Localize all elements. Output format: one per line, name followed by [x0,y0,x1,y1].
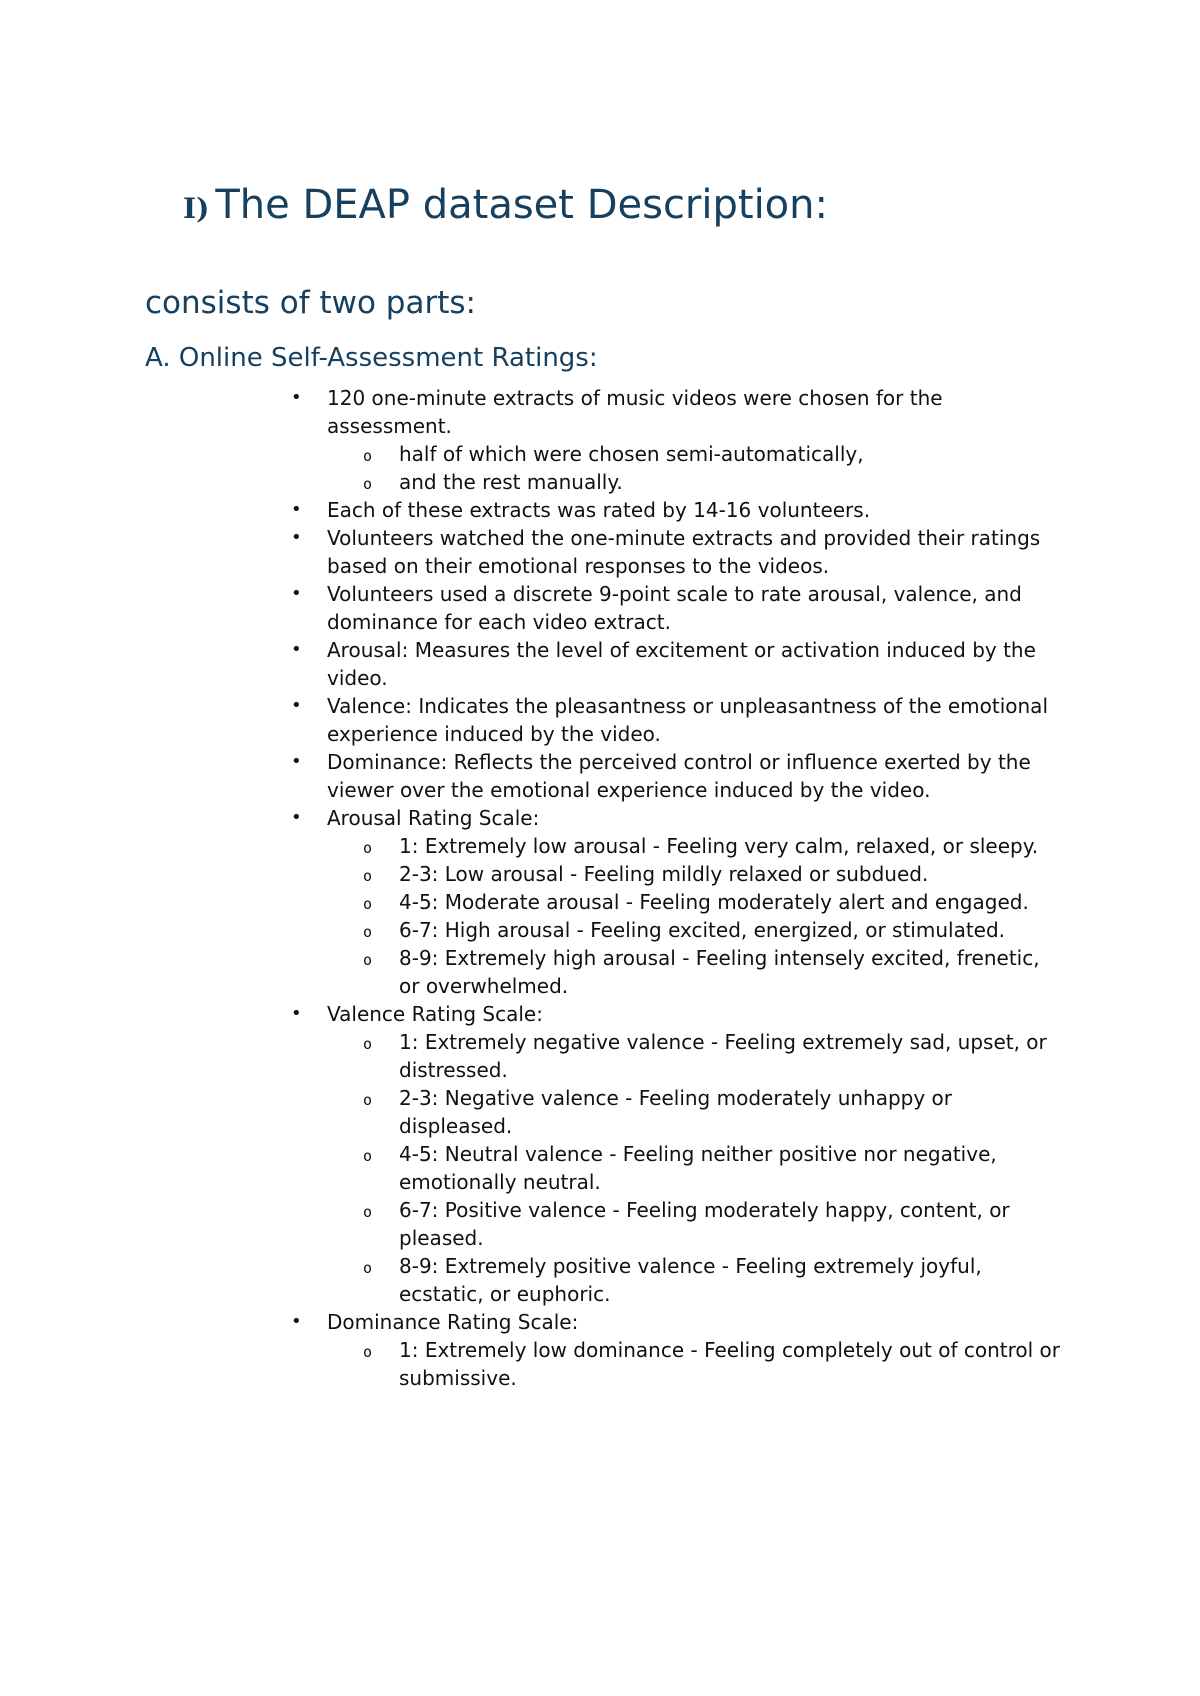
section-body [0,384,1200,1392]
title-text: The DEAP dataset Description: [215,182,828,228]
sub-list-item [363,1196,1060,1252]
sub-list-item [363,1028,1060,1084]
circle-bullet-icon: o [363,839,373,857]
sub-list-item [363,1084,1060,1140]
sub-list-item [363,468,1060,496]
list-item-text: Arousal Rating Scale: [327,806,540,830]
sub-list-item-text: 2-3: Low arousal - Feeling mildly relaxed or subdued. [399,862,929,886]
bullet-icon: • [291,1003,302,1024]
sub-list-item-text: 4-5: Moderate arousal - Feeling moderately alert and engaged. [399,890,1029,914]
bullet-icon: • [291,695,302,716]
sub-list-item-text: 6-7: Positive valence - Feeling moderately happy, content, or pleased. [399,1198,1010,1250]
sub-list-item-text: 1: Extremely low dominance - Feeling completely out of control or submissive. [399,1338,1060,1390]
sub-list-item [363,916,1060,944]
list-item [0,496,1060,524]
sub-list-item [363,1252,1060,1308]
list-item [0,384,1060,496]
sub-list-item [363,860,1060,888]
circle-bullet-icon: o [363,1203,373,1221]
sub-list-item-text: 2-3: Negative valence - Feeling moderately unhappy or displeased. [399,1086,953,1138]
circle-bullet-icon: o [363,475,373,493]
sub-list [327,1028,1060,1308]
sub-list-item-text: 4-5: Neutral valence - Feeling neither positive nor negative, emotionally neutral. [399,1142,997,1194]
sub-list-item-text: half of which were chosen semi-automatically, [399,442,864,466]
list-item-text: Arousal: Measures the level of excitement or activation induced by the video. [327,638,1036,690]
list-item [0,636,1060,692]
sub-list-item [363,1140,1060,1196]
sub-list-item [363,1336,1060,1392]
circle-bullet-icon: o [363,951,373,969]
circle-bullet-icon: o [363,1259,373,1277]
bullet-icon: • [291,527,302,548]
bullet-icon: • [291,639,302,660]
sub-list-item-text: 1: Extremely low arousal - Feeling very calm, relaxed, or sleepy. [399,834,1039,858]
list-item [0,1308,1060,1392]
sub-list [327,440,1060,496]
list-item-text: Each of these extracts was rated by 14-16 volunteers. [327,498,871,522]
sub-list-item [363,944,1060,1000]
list-item-text: Volunteers used a discrete 9-point scale to rate arousal, valence, and dominance for each video extract. [327,582,1022,634]
list-item [0,692,1060,748]
list-item [0,1000,1060,1308]
list-item [0,804,1060,1000]
circle-bullet-icon: o [363,895,373,913]
bullet-icon: • [291,807,302,828]
bullet-icon: • [291,1311,302,1332]
document-title [183,181,828,233]
circle-bullet-icon: o [363,1035,373,1053]
sub-list-item [363,888,1060,916]
bullet-icon: • [291,583,302,604]
list-item [0,524,1060,580]
circle-bullet-icon: o [363,1091,373,1109]
list-item-text: Dominance: Reflects the perceived control or influence exerted by the viewer over the emotional experience induced by the video. [327,750,1031,802]
bullet-icon: • [291,499,302,520]
bullet-list [0,384,1200,1392]
circle-bullet-icon: o [363,923,373,941]
bullet-icon: • [291,387,302,408]
sub-list-item-text: 1: Extremely negative valence - Feeling extremely sad, upset, or distressed. [399,1030,1047,1082]
sub-list [327,1336,1060,1392]
list-item [0,580,1060,636]
title-number: I) [183,192,210,225]
subheading: consists of two parts: [145,285,476,321]
sub-list-item [363,832,1060,860]
sub-list-item-text: 8-9: Extremely positive valence - Feeling extremely joyful, ecstatic, or euphoric. [399,1254,982,1306]
circle-bullet-icon: o [363,1147,373,1165]
list-item [0,748,1060,804]
sub-list [327,832,1060,1000]
section-heading: A. Online Self-Assessment Ratings: [145,343,598,373]
list-item-text: Valence: Indicates the pleasantness or unpleasantness of the emotional experience induced by the video. [327,694,1048,746]
sub-list-item [363,440,1060,468]
sub-list-item-text: 8-9: Extremely high arousal - Feeling intensely excited, frenetic, or overwhelmed. [399,946,1040,998]
bullet-icon: • [291,751,302,772]
circle-bullet-icon: o [363,867,373,885]
list-item-text: Dominance Rating Scale: [327,1310,579,1334]
list-item-text: Valence Rating Scale: [327,1002,543,1026]
sub-list-item-text: and the rest manually. [399,470,623,494]
list-item-text: Volunteers watched the one-minute extracts and provided their ratings based on their emotional responses to the videos. [327,526,1041,578]
circle-bullet-icon: o [363,447,373,465]
sub-list-item-text: 6-7: High arousal - Feeling excited, energized, or stimulated. [399,918,1006,942]
list-item-text: 120 one-minute extracts of music videos were chosen for the assessment. [327,386,943,438]
circle-bullet-icon: o [363,1343,373,1361]
